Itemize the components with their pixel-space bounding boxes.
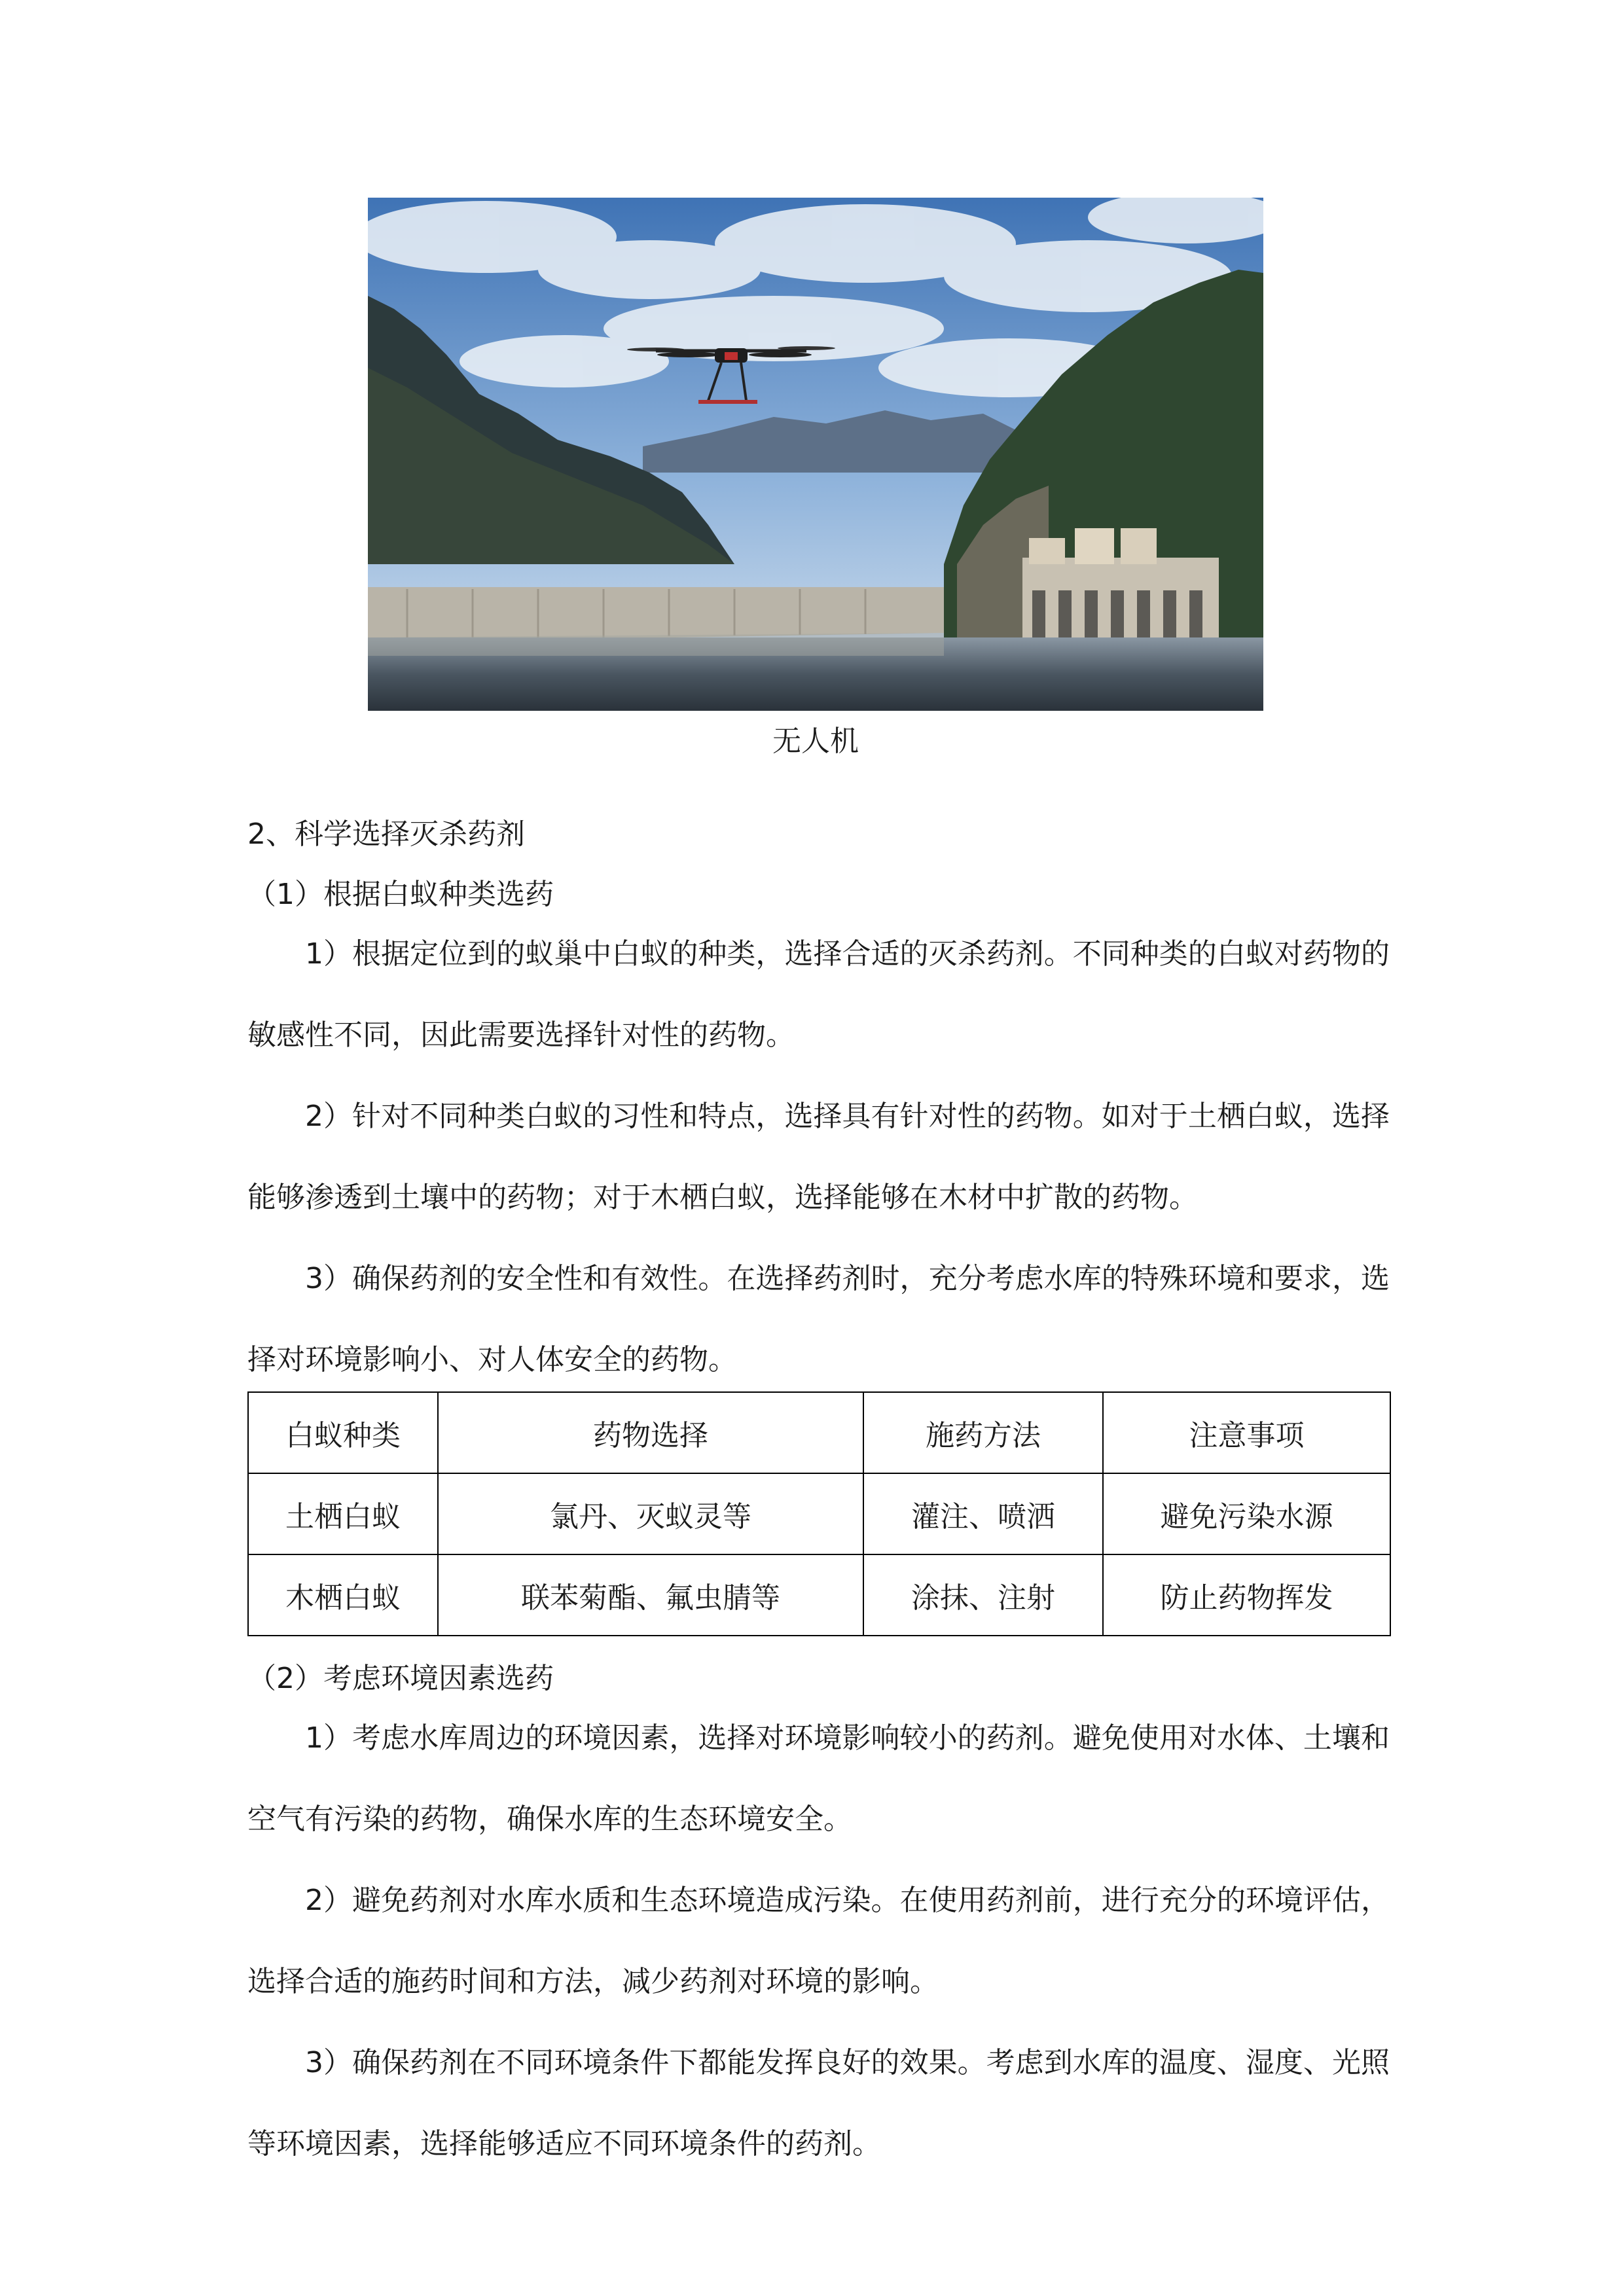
table-cell: 防止药物挥发 (1103, 1554, 1390, 1636)
table-cell: 联苯菊酯、氟虫腈等 (438, 1554, 863, 1636)
table-row (248, 1554, 1390, 1636)
table-cell: 土栖白蚁 (248, 1473, 438, 1554)
table-cell: 灌注、喷洒 (863, 1473, 1103, 1554)
drug-selection-table (247, 1391, 1391, 1636)
figure-caption: 无人机 (772, 725, 859, 758)
table-header-cell: 药物选择 (438, 1392, 863, 1473)
paragraph-2-2: 2）避免药剂对水库水质和生态环境造成污染。在使用药剂前，进行充分的环境评估，选择合适的施药时间和方法，减少药剂对环境的影响。 (247, 1884, 1390, 1998)
table-header-cell: 施药方法 (863, 1392, 1103, 1473)
table-cell: 氯丹、灭蚁灵等 (438, 1473, 863, 1554)
paragraph-2-3: 3）确保药剂在不同环境条件下都能发挥良好的效果。考虑到水库的温度、湿度、光照等环境因素，选择能够适应不同环境条件的药剂。 (247, 2046, 1390, 2161)
paragraph-2-1: 1）考虑水库周边的环境因素，选择对环境影响较小的药剂。避免使用对水体、土壤和空气有污染的药物，确保水库的生态环境安全。 (247, 1721, 1390, 1836)
subsection-heading-1: （1）根据白蚁种类选药 (247, 878, 554, 911)
paragraph-1-1: 1）根据定位到的蚁巢中白蚁的种类，选择合适的灭杀药剂。不同种类的白蚁对药物的敏感性不同，因此需要选择针对性的药物。 (247, 937, 1390, 1052)
table-row (248, 1473, 1390, 1554)
table-cell: 木栖白蚁 (248, 1554, 438, 1636)
table-header-row (248, 1392, 1390, 1473)
table-cell: 避免污染水源 (1103, 1473, 1390, 1554)
subsection-heading-2: （2）考虑环境因素选药 (247, 1662, 554, 1695)
table-header-cell: 注意事项 (1103, 1392, 1390, 1473)
paragraph-1-2: 2）针对不同种类白蚁的习性和特点，选择具有针对性的药物。如对于土栖白蚁，选择能够渗透到土壤中的药物；对于木栖白蚁，选择能够在木材中扩散的药物。 (247, 1100, 1390, 1214)
paragraph-1-3: 3）确保药剂的安全性和有效性。在选择药剂时，充分考虑水库的特殊环境和要求，选择对环境影响小、对人体安全的药物。 (247, 1262, 1390, 1376)
section-heading: 2、科学选择灭杀药剂 (247, 817, 525, 851)
table-cell: 涂抹、注射 (863, 1554, 1103, 1636)
drone-reservoir-photo (368, 198, 1263, 711)
table-header-cell: 白蚁种类 (248, 1392, 438, 1473)
